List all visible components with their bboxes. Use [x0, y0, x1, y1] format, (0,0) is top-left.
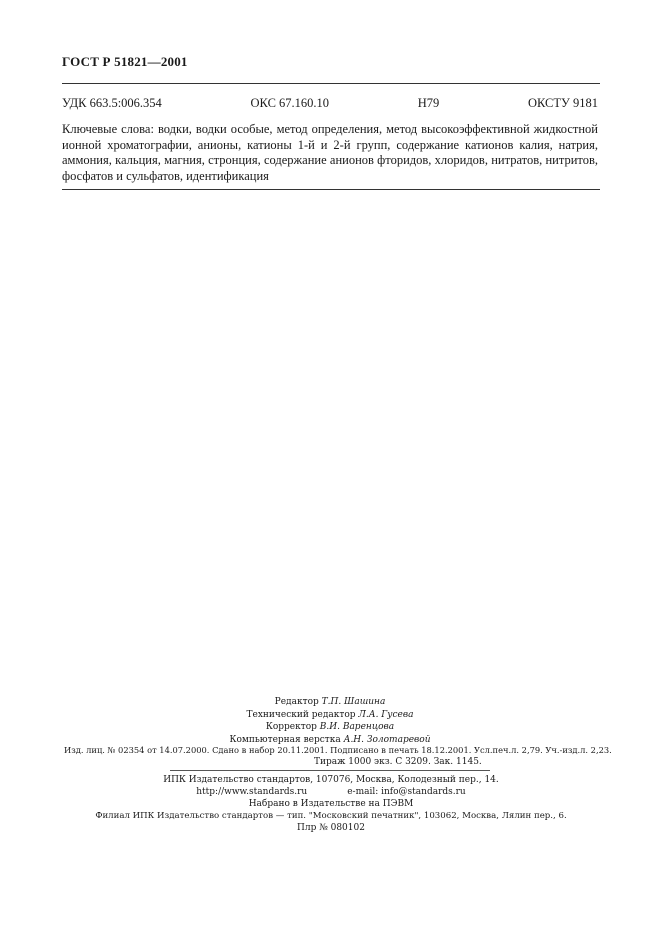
print-run-line: Тираж 1000 экз. С 3209. Зак. 1145.	[314, 757, 482, 767]
publisher-email: e-mail: info@standards.ru	[347, 787, 466, 797]
editorial-credits	[150, 696, 510, 746]
header-divider	[62, 83, 600, 84]
keywords-divider	[62, 189, 600, 190]
publisher-divider	[170, 770, 490, 771]
credit-proofreader	[150, 721, 510, 734]
group-code: Н79	[417, 96, 440, 110]
credit-editor	[150, 696, 510, 709]
publisher-info	[62, 774, 600, 834]
publisher-contacts	[62, 786, 600, 798]
license-number: Плр № 080102	[297, 823, 365, 833]
credit-role: Технический редактор	[246, 709, 356, 720]
publication-info-line: Изд. лиц. № 02354 от 14.07.2000. Сдано в набор 20.11.2001. Подписано в печать 18.12.2001. Усл.печ.л. 2,79. Уч.-изд.л. 2,23.	[64, 745, 612, 755]
udk-code: УДК 663.5:006.354	[62, 96, 162, 110]
credit-name: Л.А. Гусева	[358, 709, 414, 720]
credit-role: Редактор	[274, 697, 319, 707]
okstu-code: ОКСТУ 9181	[527, 96, 598, 110]
credit-name: Т.П. Шашина	[321, 697, 386, 707]
oks-code: ОКС 67.160.10	[250, 96, 330, 110]
printing-branch: Филиал ИПК Издательство стандартов — тип. "Московский печатник", 103062, Москва, Лялин пер., 6.	[95, 811, 567, 821]
credit-role: Корректор	[265, 722, 317, 732]
credit-name: А.Н. Золотаревой	[343, 734, 431, 745]
classification-codes	[62, 96, 598, 111]
publisher-website: http://www.standards.ru	[196, 787, 308, 797]
document-title: ГОСТ Р 51821—2001	[62, 54, 188, 69]
keywords-paragraph: Ключевые слова: водки, водки особые, метод определения, метод высокоэффективной жидкостной ионной хроматографии, анионы, катионы 1-й и 2-й групп, содержание катионов калия, натрия, аммония, кальция, магния, стронция, содержание анионов фторидов, хлоридов, нитратов, нитритов, фосфатов и сульфатов, идентификация	[62, 122, 598, 183]
publisher-address: ИПК Издательство стандартов, 107076, Москва, Колодезный пер., 14.	[163, 775, 499, 785]
typeset-note: Набрано в Издательстве на ПЭВМ	[248, 799, 414, 809]
publication-info	[64, 744, 612, 768]
credit-tech-editor	[150, 709, 510, 722]
credit-name: В.И. Варенцова	[319, 722, 395, 732]
credit-role: Компьютерная верстка	[229, 734, 341, 745]
